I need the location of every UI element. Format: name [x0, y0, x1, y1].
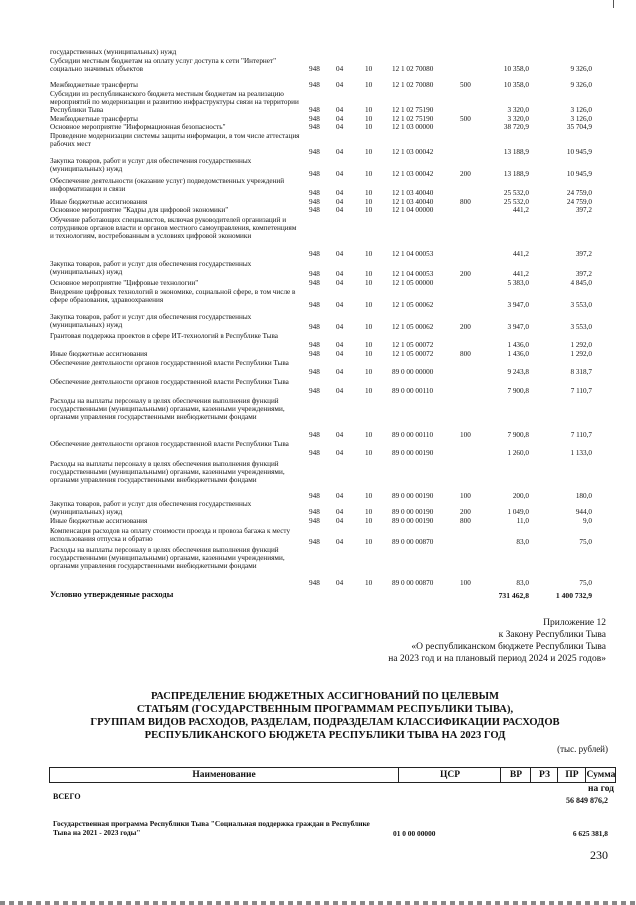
row-sum-2024: 200,0	[512, 492, 529, 500]
row-rz: 04	[336, 206, 344, 214]
row-csr: 12 1 02 75190	[392, 115, 434, 123]
row-gr: 948	[309, 449, 320, 457]
row-pr: 10	[365, 106, 373, 114]
row-vr: 200	[460, 170, 471, 178]
row-csr: 12 1 03 00000	[392, 123, 434, 131]
row-csr: 12 1 05 00072	[392, 341, 434, 349]
row-vr: 500	[460, 81, 471, 89]
row-rz: 04	[336, 538, 344, 546]
row-pr: 10	[365, 323, 373, 331]
row-gr: 948	[309, 492, 320, 500]
row-gr: 948	[309, 170, 320, 178]
row-gr: 948	[309, 323, 320, 331]
row-pr: 10	[365, 198, 373, 206]
units-label: (тыс. рублей)	[557, 744, 608, 754]
row-vr: 500	[460, 115, 471, 123]
row-rz: 04	[336, 350, 344, 358]
row-csr: 89 0 00 00870	[392, 579, 434, 587]
row-gr: 948	[309, 123, 320, 131]
row-sum-2025: 75,0	[579, 579, 592, 587]
row-name: Межбюджетные трансферты	[50, 81, 138, 89]
row-sum-2024: 7 900,8	[507, 431, 529, 439]
row-pr: 10	[365, 279, 373, 287]
row-csr: 12 1 05 00062	[392, 301, 434, 309]
row-sum-2025: 397,2	[575, 270, 592, 278]
row-sum-2024: 1 436,0	[507, 350, 529, 358]
row-sum-2025: 7 110,7	[570, 387, 592, 395]
bottom-edge	[0, 901, 636, 905]
row-sum-2024: 83,0	[516, 579, 529, 587]
row-sum-2024: 10 358,0	[503, 65, 529, 73]
row-name: Внедрение цифровых технологий в экономике, социальной сфере, в том числе в сфере образования, здравоохранения	[50, 288, 296, 305]
row-gr: 948	[309, 189, 320, 197]
row-sum-2024: 25 532,0	[503, 198, 529, 206]
row-name: Обучение работающих специалистов, включая руководителей организаций и сотрудников органов власти и органов местного самоуправления, компетенциям и технологиям, востребованным в условиях цифровой экономики	[50, 216, 297, 241]
row-sum-2024: 13 188,9	[503, 148, 529, 156]
row-rz: 04	[336, 579, 344, 587]
row-csr: 89 0 00 00110	[392, 387, 434, 395]
row-name: Грантовая поддержка проектов в сфере ИТ-технологий в Республике Тыва	[50, 332, 278, 340]
row-sum-2025: 944,0	[575, 508, 592, 516]
row-name: Иные бюджетные ассигнования	[50, 350, 148, 358]
row-gr: 948	[309, 148, 320, 156]
row-sum-2025: 24 759,0	[566, 189, 592, 197]
row-rz: 04	[336, 279, 344, 287]
conditional-expenses-label: Условно утвержденные расходы	[50, 589, 174, 599]
row-sum-2025: 24 759,0	[566, 198, 592, 206]
row-sum-2025: 4 845,0	[570, 279, 592, 287]
row-sum-2024: 9 243,8	[507, 368, 529, 376]
row-csr: 12 1 03 40040	[392, 198, 434, 206]
row-name: Основное мероприятие "Информационная безопасность"	[50, 123, 226, 131]
row-pr: 10	[365, 517, 373, 525]
heading-line: СТАТЬЯМ (ГОСУДАРСТВЕННЫМ ПРОГРАММАМ РЕСПУБЛИКИ ТЫВА),	[136, 704, 514, 715]
row-csr: 89 0 00 00000	[392, 368, 434, 376]
row-rz: 04	[336, 189, 344, 197]
row-gr: 948	[309, 279, 320, 287]
row-sum-2024: 1 049,0	[507, 508, 529, 516]
heading-line: РАСПРЕДЕЛЕНИЕ БЮДЖЕТНЫХ АССИГНОВАНИЙ ПО ЦЕЛЕВЫМ	[150, 691, 500, 702]
row-csr: 89 0 00 00190	[392, 508, 434, 516]
row-pr: 10	[365, 350, 373, 358]
row-pr: 10	[365, 250, 373, 258]
row-sum-2024: 11,0	[516, 517, 529, 525]
row-gr: 948	[309, 341, 320, 349]
row-sum-2025: 397,2	[575, 206, 592, 214]
row-rz: 04	[336, 65, 344, 73]
header-pr: ПР	[557, 768, 586, 782]
row-sum-2025: 9,0	[583, 517, 592, 525]
row-pr: 10	[365, 508, 373, 516]
row-csr: 12 1 04 00053	[392, 250, 434, 258]
row-sum-2024: 5 383,0	[507, 279, 529, 287]
row-sum-2024: 441,2	[512, 270, 529, 278]
row-csr: 12 1 05 00072	[392, 350, 434, 358]
row-sum-2025: 75,0	[579, 538, 592, 546]
row-csr: 89 0 00 00190	[392, 492, 434, 500]
row-name: Обеспечение деятельности органов государственной власти Республики Тыва	[50, 359, 289, 367]
row-rz: 04	[336, 81, 344, 89]
row-pr: 10	[365, 170, 373, 178]
row-name: Закупка товаров, работ и услуг для обеспечения государственных (муниципальных) нужд	[50, 260, 252, 277]
row-pr: 10	[365, 579, 373, 587]
row-csr: 12 1 04 00053	[392, 270, 434, 278]
row-sum-2025: 3 553,0	[570, 323, 592, 331]
row-gr: 948	[309, 508, 320, 516]
row-gr: 948	[309, 368, 320, 376]
row-vr: 800	[460, 198, 471, 206]
row-sum-2024: 3 947,0	[507, 323, 529, 331]
heading-line: ГРУППАМ ВИДОВ РАСХОДОВ, РАЗДЕЛАМ, ПОДРАЗДЕЛАМ КЛАССИФИКАЦИИ РАСХОДОВ	[90, 717, 560, 728]
row-sum-2025: 10 945,9	[566, 148, 592, 156]
row-vr: 200	[460, 323, 471, 331]
program-csr: 01 0 00 00000	[393, 829, 436, 838]
row-gr: 948	[309, 431, 320, 439]
row-name: Закупка товаров, работ и услуг для обеспечения государственных (муниципальных) нужд	[50, 313, 252, 330]
row-name: Субсидии из республиканского бюджета местным бюджетам на реализацию мероприятий по модернизации и развитию инфраструктуры связи на территории Республики Тыва	[50, 90, 299, 115]
row-csr: 12 1 02 70080	[392, 65, 434, 73]
row-csr: 12 1 03 00042	[392, 148, 434, 156]
row-sum-2025: 3 126,0	[570, 115, 592, 123]
row-sum-2025: 1 292,0	[570, 350, 592, 358]
row-sum-2024: 3 320,0	[507, 106, 529, 114]
row-sum-2024: 83,0	[516, 538, 529, 546]
row-rz: 04	[336, 106, 344, 114]
row-name: Расходы на выплаты персоналу в целях обеспечения выполнения функций государственными (муниципальными) органами, казенными учреждениями, органами управления государственными внебюджетными фондами	[50, 460, 285, 485]
row-rz: 04	[336, 387, 344, 395]
total-label: ВСЕГО	[53, 792, 81, 801]
table-header	[49, 767, 616, 794]
row-pr: 10	[365, 148, 373, 156]
row-name: Расходы на выплаты персоналу в целях обеспечения выполнения функций государственными (муниципальными) органами, казенными учреждениями, органами управления государственными внебюджетными фондами	[50, 397, 285, 422]
row-pr: 10	[365, 387, 373, 395]
row-sum-2025: 9 326,0	[570, 81, 592, 89]
row-csr: 89 0 00 00870	[392, 538, 434, 546]
row-name: Иные бюджетные ассигнования	[50, 517, 148, 525]
row-sum-2024: 38 720,9	[503, 123, 529, 131]
document-heading	[40, 690, 610, 742]
row-sum-2024: 10 358,0	[503, 81, 529, 89]
page-edge-tick	[613, 0, 614, 8]
row-sum-2025: 3 553,0	[570, 301, 592, 309]
row-gr: 948	[309, 115, 320, 123]
row-pr: 10	[365, 81, 373, 89]
row-name: Закупка товаров, работ и услуг для обеспечения государственных (муниципальных) нужд	[50, 157, 252, 174]
row-name: Проведение модернизации системы защиты информации, в том числе аттестация рабочих мест	[50, 132, 300, 149]
header-csr: ЦСР	[398, 768, 501, 782]
row-sum-2025: 397,2	[575, 250, 592, 258]
row-rz: 04	[336, 170, 344, 178]
row-pr: 10	[365, 492, 373, 500]
row-pr: 10	[365, 65, 373, 73]
row-vr: 800	[460, 350, 471, 358]
total-sum: 56 849 876,2	[566, 796, 608, 805]
row-rz: 04	[336, 517, 344, 525]
header-sum: Сумма на год	[586, 770, 616, 794]
row-sum-2024: 3 947,0	[507, 301, 529, 309]
row-csr: 89 0 00 00110	[392, 431, 434, 439]
row-gr: 948	[309, 517, 320, 525]
row-gr: 948	[309, 206, 320, 214]
row-pr: 10	[365, 538, 373, 546]
page-number: 230	[590, 848, 608, 862]
row-rz: 04	[336, 341, 344, 349]
row-gr: 948	[309, 270, 320, 278]
row-pr: 10	[365, 449, 373, 457]
row-rz: 04	[336, 368, 344, 376]
row-sum-2024: 441,2	[512, 250, 529, 258]
row-sum-2025: 9 326,0	[570, 65, 592, 73]
row-gr: 948	[309, 387, 320, 395]
row-sum-2024: 7 900,8	[507, 387, 529, 395]
conditional-expenses-2024: 731 462,8	[498, 591, 529, 600]
row-sum-2025: 3 126,0	[570, 106, 592, 114]
row-name: Межбюджетные трансферты	[50, 115, 138, 123]
row-vr: 100	[460, 431, 471, 439]
row-csr: 12 1 02 75190	[392, 106, 434, 114]
row-sum-2025: 180,0	[575, 492, 592, 500]
row-csr: 12 1 05 00062	[392, 323, 434, 331]
conditional-expenses-2025: 1 400 732,9	[555, 591, 592, 600]
row-sum-2024: 25 532,0	[503, 189, 529, 197]
header-name: Наименование	[192, 770, 256, 780]
row-vr: 800	[460, 517, 471, 525]
row-name: Обеспечение деятельности (оказание услуг) подведомственных учреждений информатизации и связи	[50, 177, 285, 194]
row-rz: 04	[336, 449, 344, 457]
row-csr: 12 1 02 70080	[392, 81, 434, 89]
row-rz: 04	[336, 270, 344, 278]
row-rz: 04	[336, 431, 344, 439]
row-sum-2024: 13 188,9	[503, 170, 529, 178]
row-csr: 89 0 00 00190	[392, 449, 434, 457]
row-gr: 948	[309, 81, 320, 89]
row-sum-2025: 1 133,0	[570, 449, 592, 457]
row-csr: 89 0 00 00190	[392, 517, 434, 525]
row-csr: 12 1 05 00000	[392, 279, 434, 287]
appendix-line: на 2023 год и на плановый период 2024 и 2025 годов»	[388, 654, 606, 664]
row-name: Иные бюджетные ассигнования	[50, 198, 148, 206]
row-csr: 12 1 03 40040	[392, 189, 434, 197]
row-name: Основное мероприятие "Цифровые технологии"	[50, 279, 199, 287]
row-gr: 948	[309, 579, 320, 587]
row-sum-2024: 1 260,0	[507, 449, 529, 457]
row-rz: 04	[336, 508, 344, 516]
row-rz: 04	[336, 492, 344, 500]
row-pr: 10	[365, 301, 373, 309]
row-rz: 04	[336, 148, 344, 156]
row-name: Обеспечение деятельности органов государственной власти Республики Тыва	[50, 378, 289, 386]
row-vr: 200	[460, 508, 471, 516]
program-name: Государственная программа Республики Тыва "Социальная поддержка граждан в Республике Тыва на 2021 - 2023 годы"	[53, 819, 370, 837]
row-pr: 10	[365, 341, 373, 349]
row-sum-2025: 35 704,9	[566, 123, 592, 131]
row-name: Основное мероприятие "Кадры для цифровой экономики"	[50, 206, 229, 214]
row-sum-2024: 1 436,0	[507, 341, 529, 349]
row-vr: 100	[460, 492, 471, 500]
row-gr: 948	[309, 538, 320, 546]
row-csr: 12 1 04 00000	[392, 206, 434, 214]
row-pr: 10	[365, 123, 373, 131]
row-vr: 100	[460, 579, 471, 587]
row-name: государственных (муниципальных) нужд	[50, 48, 177, 56]
row-pr: 10	[365, 189, 373, 197]
row-sum-2025: 7 110,7	[570, 431, 592, 439]
heading-line: РЕСПУБЛИКАНСКОГО БЮДЖЕТА РЕСПУБЛИКИ ТЫВА НА 2023 ГОД	[144, 730, 506, 741]
row-name: Закупка товаров, работ и услуг для обеспечения государственных (муниципальных) нужд	[50, 500, 252, 517]
row-rz: 04	[336, 301, 344, 309]
row-rz: 04	[336, 115, 344, 123]
row-gr: 948	[309, 350, 320, 358]
header-rz: РЗ	[530, 768, 558, 782]
row-gr: 948	[309, 106, 320, 114]
appendix-line: к Закону Республики Тыва	[498, 630, 606, 640]
program-sum: 6 625 381,8	[572, 829, 608, 838]
row-csr: 12 1 03 00042	[392, 170, 434, 178]
row-name: Обеспечение деятельности органов государственной власти Республики Тыва	[50, 440, 289, 448]
row-rz: 04	[336, 198, 344, 206]
row-rz: 04	[336, 323, 344, 331]
row-name: Компенсация расходов на оплату стоимости проезда и провоза багажа к месту использования отпуска и обратно	[50, 527, 291, 544]
row-pr: 10	[365, 206, 373, 214]
row-sum-2025: 1 292,0	[570, 341, 592, 349]
row-gr: 948	[309, 301, 320, 309]
row-pr: 10	[365, 270, 373, 278]
row-rz: 04	[336, 250, 344, 258]
row-sum-2024: 441,2	[512, 206, 529, 214]
appendix-note	[388, 617, 606, 665]
row-gr: 948	[309, 250, 320, 258]
row-pr: 10	[365, 368, 373, 376]
row-vr: 200	[460, 270, 471, 278]
appendix-line: Приложение 12	[543, 618, 606, 628]
row-sum-2024: 3 320,0	[507, 115, 529, 123]
row-name: Субсидии местным бюджетам на оплату услуг доступа к сети "Интернет" социально значимых объектов	[50, 57, 277, 74]
header-vr: ВР	[500, 768, 531, 782]
row-pr: 10	[365, 115, 373, 123]
row-sum-2025: 8 318,7	[570, 368, 592, 376]
row-gr: 948	[309, 65, 320, 73]
row-pr: 10	[365, 431, 373, 439]
row-name: Расходы на выплаты персоналу в целях обеспечения выполнения функций государственными (муниципальными) органами, казенными учреждениями, органами управления государственными внебюджетными фондами	[50, 546, 285, 571]
appendix-line: «О республиканском бюджете Республики Тыва	[411, 642, 606, 652]
row-gr: 948	[309, 198, 320, 206]
row-sum-2025: 10 945,9	[566, 170, 592, 178]
row-rz: 04	[336, 123, 344, 131]
